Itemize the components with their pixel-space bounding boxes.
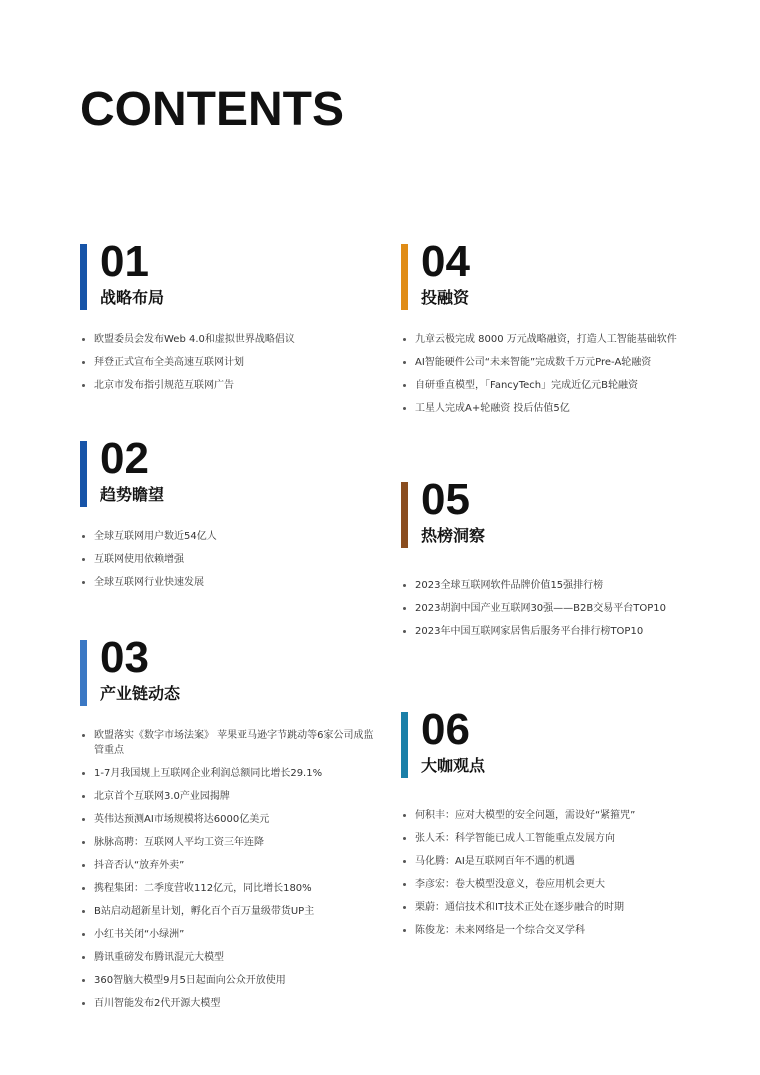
section-item-list	[80, 529, 410, 598]
section-04	[401, 237, 731, 414]
list-item: 欧盟落实《数字市场法案》 苹果亚马逊字节跳动等6家公司成监管重点	[80, 728, 380, 758]
list-item: 携程集团：二季度营收112亿元，同比增长180%	[80, 881, 380, 896]
section-number: 02	[100, 434, 149, 483]
list-item: 拜登正式宣布全美高速互联网计划	[80, 355, 410, 370]
section-title: 趋势瞻望	[100, 485, 165, 504]
section-title: 产业链动态	[100, 684, 181, 703]
section-06	[401, 705, 731, 936]
section-item-list	[401, 332, 731, 424]
list-item: 2023年中国互联网家居售后服务平台排行榜TOP10	[401, 624, 731, 639]
section-item-list	[80, 728, 380, 1019]
section-number: 05	[421, 475, 470, 524]
section-03	[80, 633, 410, 1009]
list-item: 互联网使用依赖增强	[80, 552, 410, 567]
list-item: 北京首个互联网3.0产业园揭牌	[80, 789, 380, 804]
list-item: 全球互联网行业快速发展	[80, 575, 410, 590]
section-number: 03	[100, 633, 149, 682]
section-item-list	[80, 332, 410, 401]
list-item: 小红书关闭“小绿洲”	[80, 927, 380, 942]
list-item: 欧盟委员会发布Web 4.0和虚拟世界战略倡议	[80, 332, 410, 347]
list-item: 九章云极完成 8000 万元战略融资，打造人工智能基础软件	[401, 332, 731, 347]
section-accent-bar	[401, 712, 408, 778]
list-item: B站启动超新星计划，孵化百个百万量级带货UP主	[80, 904, 380, 919]
list-item: 何积丰：应对大模型的安全问题，需设好“紧箍咒”	[401, 808, 731, 823]
list-item: 脉脉高聘：互联网人平均工资三年连降	[80, 835, 380, 850]
list-item: 栗蔚：通信技术和IT技术正处在逐步融合的时期	[401, 900, 731, 915]
section-accent-bar	[80, 640, 87, 706]
section-02	[80, 434, 410, 588]
section-item-list	[401, 578, 731, 647]
list-item: 全球互联网用户数近54亿人	[80, 529, 410, 544]
list-item: 2023全球互联网软件品牌价值15强排行榜	[401, 578, 731, 593]
list-item: 360智脑大模型9月5日起面向公众开放使用	[80, 973, 380, 988]
section-item-list	[401, 808, 731, 946]
list-item: 张人禾：科学智能已成人工智能重点发展方向	[401, 831, 731, 846]
page-title: CONTENTS	[80, 83, 344, 136]
list-item: 北京市发布指引规范互联网广告	[80, 378, 410, 393]
section-01	[80, 237, 410, 391]
list-item: 1-7月我国规上互联网企业利润总额同比增长29.1%	[80, 766, 380, 781]
section-header	[80, 237, 410, 310]
section-accent-bar	[401, 482, 408, 548]
list-item: 英伟达预测AI市场规模将达6000亿美元	[80, 812, 380, 827]
section-header	[80, 633, 410, 706]
section-number: 01	[100, 237, 149, 286]
section-title: 热榜洞察	[421, 526, 486, 545]
section-title: 战略布局	[100, 288, 165, 307]
section-accent-bar	[401, 244, 408, 310]
list-item: 马化腾：AI是互联网百年不遇的机遇	[401, 854, 731, 869]
section-05	[401, 475, 731, 637]
section-title: 大咖观点	[421, 756, 486, 775]
list-item: 陈俊龙：未来网络是一个综合交叉学科	[401, 923, 731, 938]
section-header	[401, 475, 731, 548]
list-item: 抖音否认“放弃外卖”	[80, 858, 380, 873]
list-item: AI智能硬件公司“未来智能”完成数千万元Pre-A轮融资	[401, 355, 731, 370]
list-item: 李彦宏：卷大模型没意义，卷应用机会更大	[401, 877, 731, 892]
section-header	[401, 705, 731, 778]
list-item: 腾讯重磅发布腾讯混元大模型	[80, 950, 380, 965]
list-item: 2023胡润中国产业互联网30强——B2B交易平台TOP10	[401, 601, 731, 616]
section-title: 投融资	[421, 288, 470, 307]
section-header	[401, 237, 731, 310]
section-accent-bar	[80, 441, 87, 507]
list-item: 自研垂直模型，「FancyTech」完成近亿元B轮融资	[401, 378, 731, 393]
section-number: 04	[421, 237, 470, 286]
section-number: 06	[421, 705, 470, 754]
section-header	[80, 434, 410, 507]
section-accent-bar	[80, 244, 87, 310]
list-item: 百川智能发布2代开源大模型	[80, 996, 380, 1011]
list-item: 工星人完成A+轮融资 投后估值5亿	[401, 401, 731, 416]
